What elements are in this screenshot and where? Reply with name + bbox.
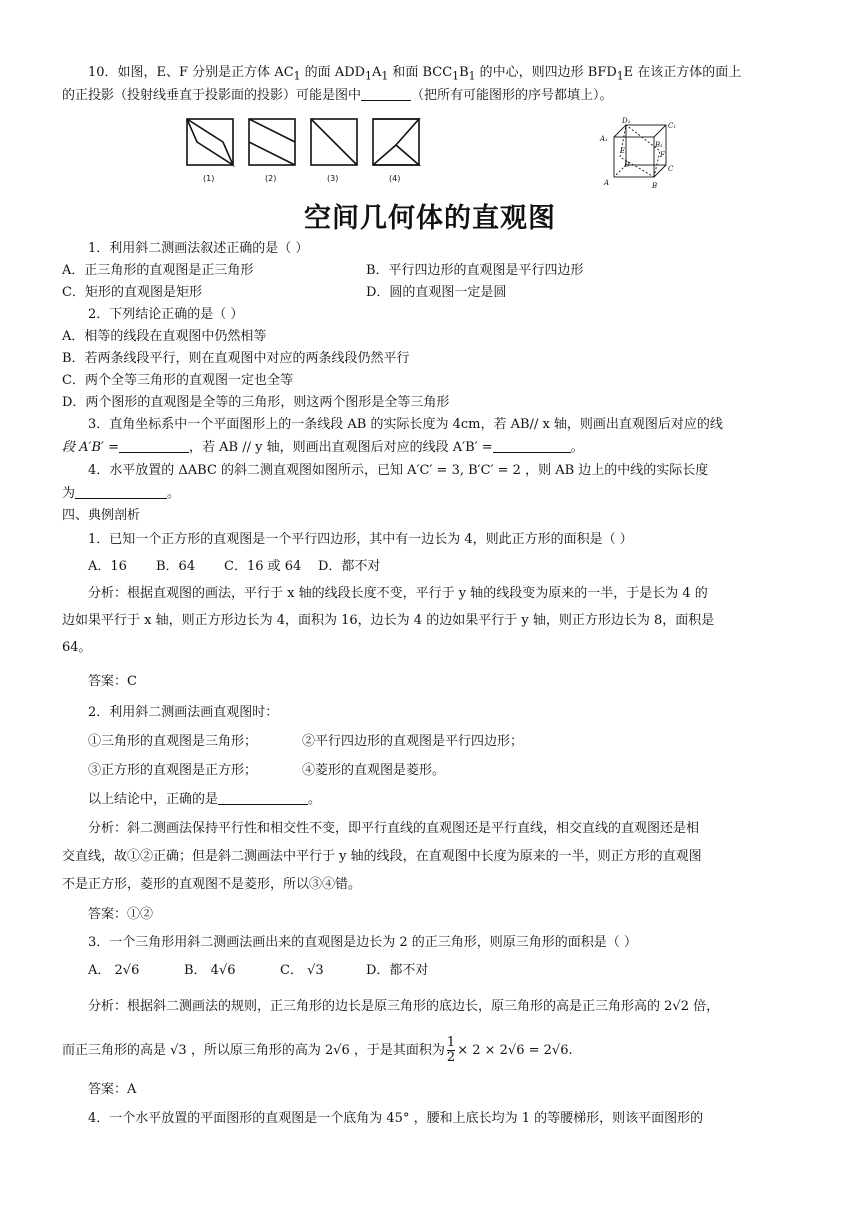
ex3-text: 段 A′B′ =	[62, 440, 120, 455]
ex1-option-c: C．矩形的直观图是矩形	[62, 285, 202, 300]
e2-stem: 2．利用斜二测画法画直观图时：	[88, 705, 279, 720]
ex3-line2	[62, 438, 807, 458]
section-heading: 四、典例剖析	[62, 508, 141, 523]
figure-2-label: (2)	[265, 174, 277, 183]
q10-text: 的面 ADD	[300, 65, 366, 80]
figure-4-label: (4)	[389, 174, 401, 183]
e1-option: A．16	[88, 559, 127, 574]
q10-sub: 1	[293, 69, 301, 83]
e2-text: 。	[308, 792, 322, 807]
e1-stem: 1．已知一个正方形的直观图是一个平行四边形，其中有一边长为 4，则此正方形的面积是（ ）	[88, 532, 633, 547]
ex2-stem: 2．下列结论正确的是（ ）	[88, 307, 244, 322]
cube-label: A₁	[600, 135, 608, 143]
e1-options	[88, 557, 833, 577]
fraction	[447, 1036, 455, 1065]
figure-4	[373, 119, 419, 165]
figure-1	[187, 119, 233, 165]
cube-label: D₁	[622, 117, 631, 125]
cube-label: E	[620, 147, 626, 155]
figure-3-label: (3)	[327, 174, 339, 183]
e1-option: C．16 或 64	[224, 559, 302, 574]
q10-line2	[62, 86, 807, 106]
ex1-option-d: D．圆的直观图一定是圆	[366, 285, 507, 300]
fraction-numerator: 1	[446, 1035, 456, 1050]
q10-text: E 在该正方体的面上	[623, 65, 742, 80]
ex4-line2	[62, 484, 807, 504]
e1-analysis: 分析：根据直观图的画法，平行于 x 轴的线段长度不变，平行于 y 轴的线段变为原来的一半，于是长为 4 的	[88, 586, 708, 601]
ex4-text: 。	[167, 486, 181, 501]
e3-option: C． √3	[280, 963, 324, 978]
answer-blank	[361, 86, 411, 101]
ex1-option-a: A．正三角形的直观图是正三角形	[62, 263, 254, 278]
section-title: 空间几何体的直观图	[304, 203, 556, 234]
q10-text: 10．如图，E、F 分别是正方体 AC	[88, 65, 294, 80]
ex1-stem: 1．利用斜二测画法叙述正确的是（ ）	[88, 241, 309, 256]
figure-3	[311, 119, 357, 165]
e2-analysis: 分析：斜二测画法保持平行性和相交性不变，即平行直线的直观图还是平行直线，相交直线的直观图还是相	[88, 821, 700, 836]
cube-label: F	[660, 151, 665, 159]
ex3-line1: 3．直角坐标系中一个平面图形上的一条线段 AB 的实际长度为 4cm，若 AB// x 轴，则画出直观图后对应的线	[88, 417, 723, 432]
e2-item: ①三角形的直观图是三角形；	[88, 734, 258, 749]
q10-text: 的正投影（投射线垂直于投影面的投影）可能是图中	[62, 88, 362, 103]
q10-text: 和面 BCC	[388, 65, 453, 80]
q10-sub: 1	[381, 69, 389, 83]
e3-options	[88, 961, 833, 981]
e3-answer: 答案：A	[88, 1082, 137, 1097]
q10-sub: 1	[452, 69, 460, 83]
answer-blank	[119, 438, 189, 453]
cube-label: B	[652, 182, 658, 190]
ex4-text: 为	[62, 486, 76, 501]
e2-question	[88, 790, 833, 810]
q10-sub: 1	[616, 69, 624, 83]
cube-label: A	[604, 179, 610, 187]
q10-text: （把所有可能图形的序号都填上）。	[411, 88, 613, 103]
ex3-text: 。	[570, 440, 584, 455]
cube-figure	[596, 115, 686, 193]
e2-items-12	[88, 732, 833, 752]
e2-analysis: 交直线，故①②正确；但是斜二测画法中平行于 y 轴的线段，在直观图中长度为原来的一半，则正方形的直观图	[62, 849, 702, 864]
e1-answer: 答案：C	[88, 674, 137, 689]
ex1-options-ab	[62, 261, 807, 281]
ex1-option-b: B．平行四边形的直观图是平行四边形	[366, 263, 584, 278]
q10-line1	[88, 63, 833, 87]
e2-item: ④菱形的直观图是菱形。	[302, 763, 446, 778]
e3-option: A． 2√6	[88, 963, 140, 978]
e1-option: B．64	[156, 559, 196, 574]
q10-text: A	[371, 65, 382, 80]
cube-label: C	[668, 165, 674, 173]
q10-sub: 1	[365, 69, 372, 83]
answer-blank	[218, 790, 308, 805]
e3-analysis-line2	[62, 1036, 807, 1065]
e2-text: 以上结论中，正确的是	[88, 792, 219, 807]
q10-text: B	[459, 65, 469, 80]
ex2-option-b: B．若两条线段平行，则在直观图中对应的两条线段仍然平行	[62, 351, 410, 366]
q10-text: 的中心，则四边形 BFD	[475, 65, 617, 80]
ex2-option-c: C．两个全等三角形的直观图一定也全等	[62, 373, 293, 388]
e3-option: D．都不对	[366, 963, 429, 978]
figure-2	[249, 119, 295, 165]
cube-label: C₁	[668, 122, 677, 130]
ex3-text: ，若 AB // y 轴，则画出直观图后对应的线段 A′B′ =	[189, 440, 493, 455]
e1-analysis: 64。	[62, 640, 92, 655]
ex1-options-cd	[62, 283, 807, 303]
ex4-line1: 4．水平放置的 ΔABC 的斜二测直观图如图所示，已知 A′C′ = 3, B′C′ = 2 ，则 AB 边上的中线的实际长度	[88, 463, 709, 478]
e4-stem: 4．一个水平放置的平面图形的直观图是一个底角为 45° ，腰和上底长均为 1 的等腰梯形，则该平面图形的	[88, 1111, 704, 1126]
e2-analysis: 不是正方形，菱形的直观图不是菱形，所以③④错。	[62, 877, 362, 892]
e3-stem: 3．一个三角形用斜二测画法画出来的直观图是边长为 2 的正三角形，则原三角形的面积是（ ）	[88, 935, 637, 950]
e2-item: ②平行四边形的直观图是平行四边形；	[302, 734, 524, 749]
e2-items-34	[88, 761, 833, 781]
figure-1-label: (1)	[203, 174, 215, 183]
answer-blank	[493, 438, 571, 453]
e3-text: 而正三角形的高是 √3 ，所以原三角形的高为 2√6 ，于是其面积为	[62, 1043, 445, 1058]
projection-figures	[183, 115, 433, 185]
e1-option: D．都不对	[318, 559, 381, 574]
ex2-option-d: D．两个图形的直观图是全等的三角形，则这两个图形是全等三角形	[62, 395, 450, 410]
e1-analysis: 边如果平行于 x 轴，则正方形边长为 4，面积为 16，边长为 4 的边如果平行于 y 轴，则正方形边长为 8，面积是	[62, 613, 715, 628]
e3-text: × 2 × 2√6 = 2√6.	[457, 1043, 573, 1058]
fraction-denominator: 2	[446, 1050, 456, 1065]
cube-label: D	[624, 161, 630, 169]
cube-label: B₁	[655, 141, 663, 149]
e2-item: ③正方形的直观图是正方形；	[88, 763, 258, 778]
e3-analysis: 分析：根据斜二测画法的规则，正三角形的边长是原三角形的底边长，原三角形的高是正三角形高的 2√2 倍，	[88, 999, 720, 1014]
answer-blank	[75, 484, 167, 499]
q10-sub: 1	[468, 69, 476, 83]
e2-answer: 答案：①②	[88, 907, 154, 922]
ex2-option-a: A．相等的线段在直观图中仍然相等	[62, 329, 267, 344]
e3-option: B． 4√6	[184, 963, 236, 978]
